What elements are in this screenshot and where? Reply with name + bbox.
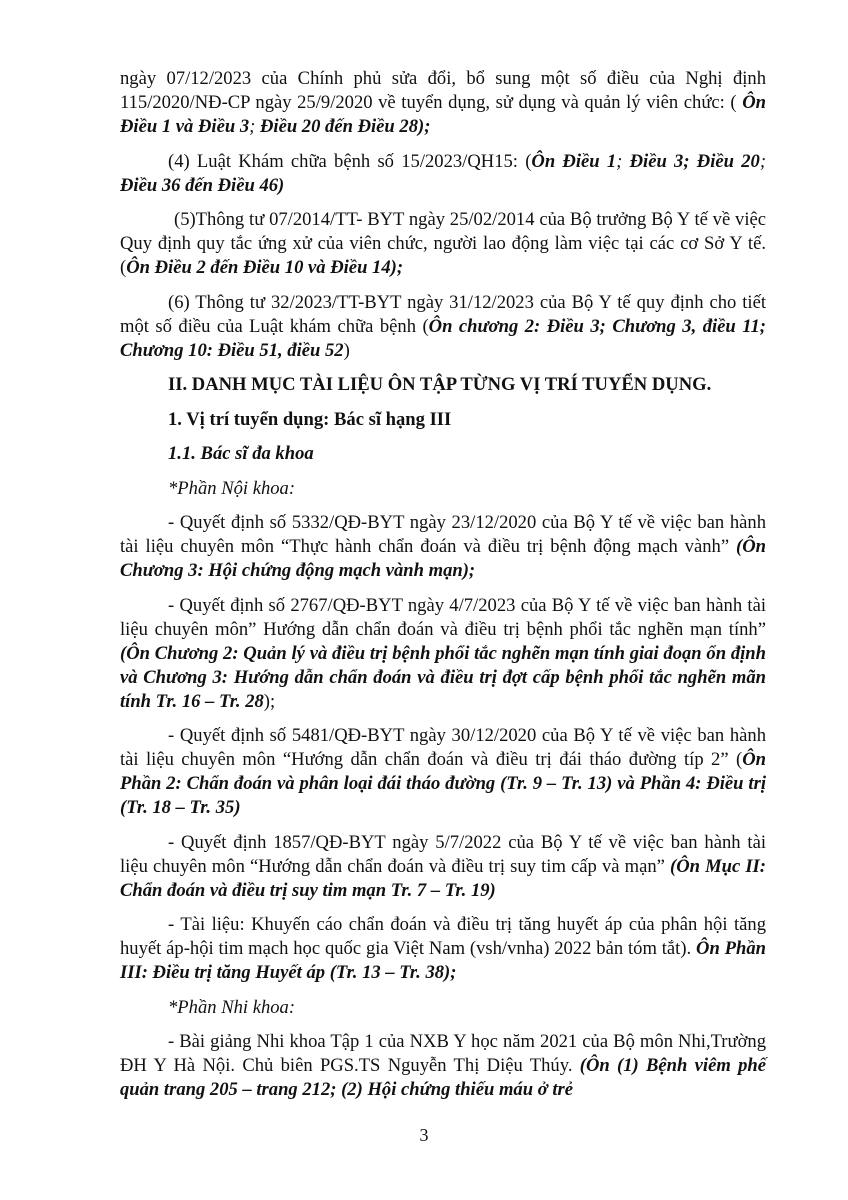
text: (5)Thông tư 07/2014/TT- BYT ngày 25/02/2014 của Bộ trưởng Bộ Y tế về việc Quy định quy tắc ứng xử của viên chức, người lao động làm việc tại các cơ Sở Y tế. ( [120, 209, 766, 278]
text: ; [759, 150, 767, 172]
text: ngày 07/12/2023 của Chính phủ sửa đổi, bổ sung một số điều của Nghị định 115/2020/NĐ-CP ngày 25/9/2020 về tuyển dụng, sử dụng và quản lý viên chức: ( [120, 68, 766, 113]
part-pediatrics: *Phần Nhi khoa: [168, 996, 296, 1018]
emphasis: Ôn chương 2: Điều 3; Chương 3, điều 11; Chương 10: Điều 51, điều 52 [120, 315, 767, 361]
paragraph-item-6 [120, 291, 766, 363]
emphasis: Điều 3; Điều 20 [629, 150, 760, 172]
emphasis: Ôn Phần III: Điều trị tăng Huyết áp (Tr. 13 – Tr. 38); [120, 938, 766, 983]
paragraph-hypertension-guideline [120, 913, 766, 985]
emphasis: Điều 20 đến Điều 28); [259, 116, 431, 137]
paragraph-decree-continuation [120, 67, 766, 139]
emphasis: Điều 36 đến Điều 46) [120, 174, 285, 196]
emphasis: Ôn Điều 1 [531, 150, 617, 172]
text: - Bài giảng Nhi khoa Tập 1 của NXB Y học năm 2021 của Bộ môn Nhi,Trường ĐH Y Hà Nội. Chủ biên PGS.TS Nguyễn Thị Diệu Thúy. [120, 1031, 766, 1076]
text: - Quyết định số 2767/QĐ-BYT ngày 4/7/2023 của Bộ Y tế về việc ban hành tài liệu chuyên môn” Hướng dẫn chẩn đoán và điều trị bệnh phổi tắc nghẽn mạn tính” [120, 594, 766, 640]
text: ; [249, 116, 260, 137]
paragraph-decision-5481 [120, 724, 766, 820]
emphasis: (Ôn (1) Bệnh viêm phế quản trang 205 – trang 212; (2) Hội chứng thiếu máu ở trẻ [120, 1055, 766, 1100]
text: ; [616, 150, 630, 172]
text: - Tài liệu: Khuyến cáo chẩn đoán và điều trị tăng huyết áp của phân hội tăng huyết áp-hội tim mạch học quốc gia Việt Nam (vsh/vnha) 2022 bản tóm tắt). [120, 914, 766, 959]
paragraph-decision-2767 [120, 594, 766, 714]
text: (4) Luật Khám chữa bệnh số 15/2023/QH15: ( [168, 150, 532, 172]
emphasis: Ôn Điều 2 đến Điều 10 và Điều 14); [126, 257, 404, 278]
text: (6) Thông tư 32/2023/TT-BYT ngày 31/12/2023 của Bộ Y tế quy định cho tiết một số điều của Luật khám chữa bệnh ( [120, 291, 766, 337]
paragraph-decision-1857 [120, 831, 766, 903]
emphasis: Ôn Phần 2: Chẩn đoán và phân loại đái tháo đường (Tr. 9 – Tr. 13) và Phần 4: Điều trị (Tr. 18 – Tr. 35) [120, 749, 766, 818]
text: ); [263, 690, 276, 712]
text: - Quyết định 1857/QĐ-BYT ngày 5/7/2022 của Bộ Y tế về việc ban hành tài liệu chuyên môn “Hướng dẫn chẩn đoán và điều trị suy tim cấp và mạn” [120, 831, 766, 877]
section-heading: II. DANH MỤC TÀI LIỆU ÔN TẬP TỪNG VỊ TRÍ TUYỂN DỤNG. [168, 374, 712, 395]
emphasis: Ôn Điều 1 và Điều 3 [120, 92, 766, 137]
paragraph-item-4 [120, 150, 766, 198]
document-page [120, 67, 766, 1113]
position-heading: 1. Vị trí tuyển dụng: Bác sĩ hạng III [168, 408, 452, 430]
text: - Quyết định số 5481/QĐ-BYT ngày 30/12/2020 của Bộ Y tế về việc ban hành tài liệu chuyên môn “Hướng dẫn chẩn đoán và điều trị đái tháo đường típ 2” ( [120, 725, 766, 770]
page-number: 3 [419, 1125, 429, 1145]
text: - Quyết định số 5332/QĐ-BYT ngày 23/12/2020 của Bộ Y tế về việc ban hành tài liệu chuyên môn “Thực hành chẩn đoán và điều trị bệnh động mạch vành” [120, 512, 766, 557]
text: ) [343, 339, 350, 361]
emphasis: (Ôn Chương 3: Hội chứng động mạch vành mạn); [120, 536, 766, 581]
paragraph-pediatrics-textbook [120, 1030, 766, 1102]
paragraph-item-5 [120, 208, 766, 280]
part-internal-medicine: *Phần Nội khoa: [168, 477, 296, 499]
subsection-heading: 1.1. Bác sĩ đa khoa [168, 443, 314, 464]
emphasis: (Ôn Chương 2: Quản lý và điều trị bệnh phổi tắc nghẽn mạn tính giai đoạn ổn định và Chương 3: Hướng dẫn chẩn đoán và điều trị đợt cấp bệnh phổi tắc nghẽn mãn tính Tr. 16 – Tr. 28 [120, 642, 766, 712]
emphasis: (Ôn Mục II: Chẩn đoán và điều trị suy tim mạn Tr. 7 – Tr. 19) [120, 855, 766, 901]
paragraph-decision-5332 [120, 511, 766, 583]
